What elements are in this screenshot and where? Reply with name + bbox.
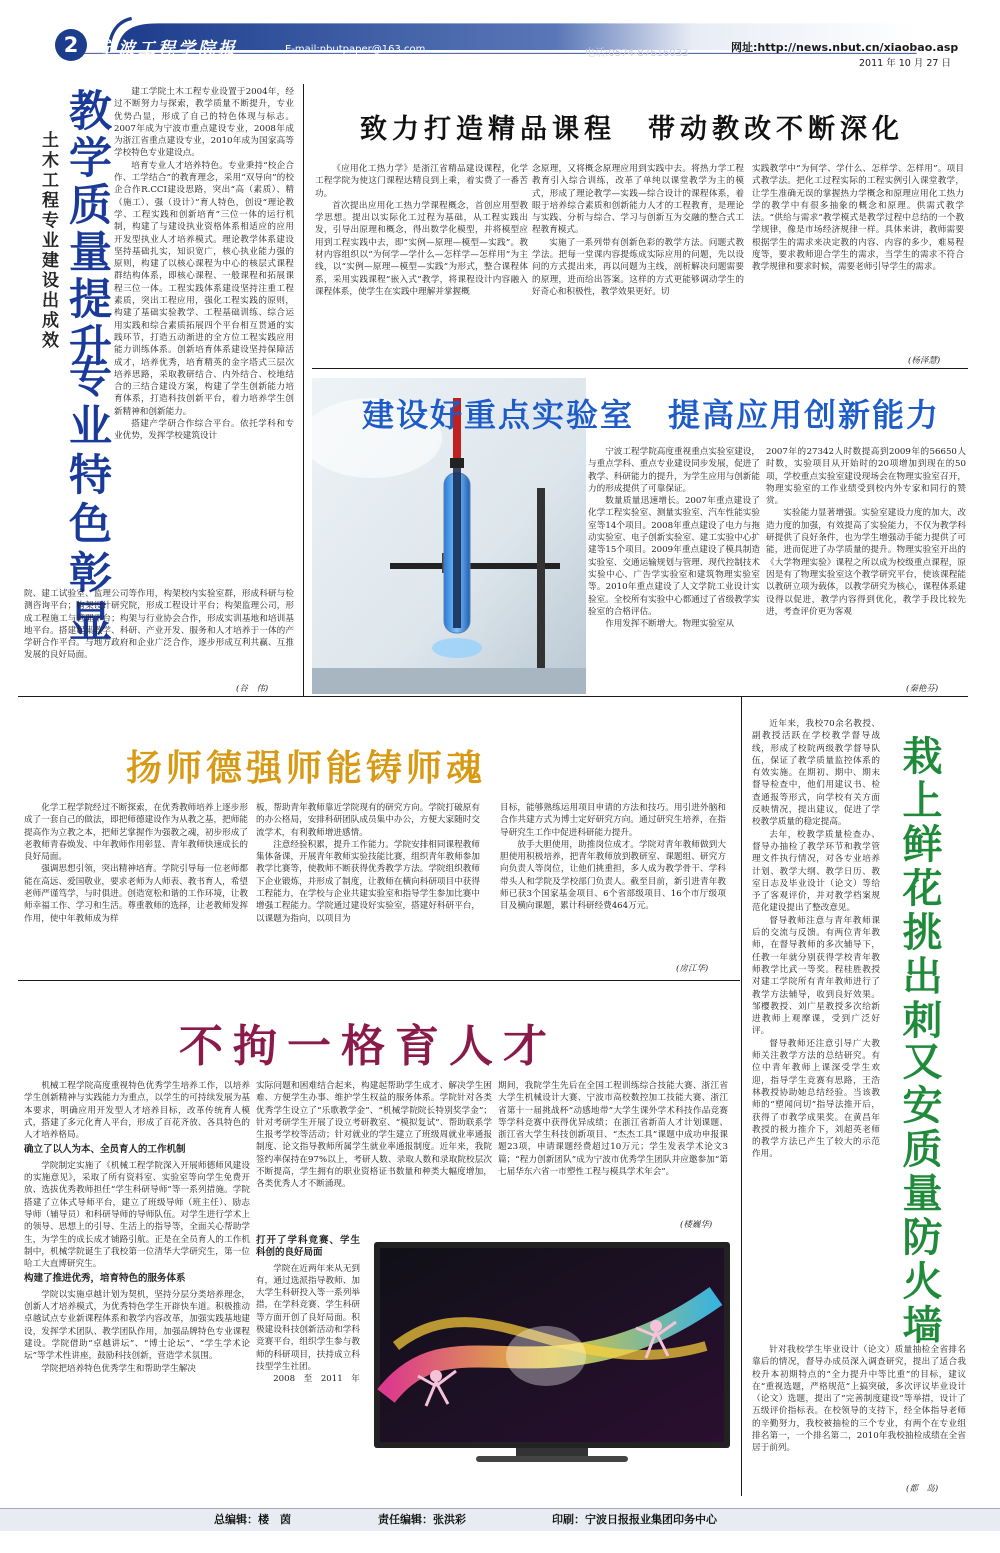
section4-paragraph: 放手大胆使用，助推岗位成才。学院对青年教师做到大胆使用积极培养，把青年教师放到教研室、课题组、研究方向负责人等岗位，让他们挑重担，多人成为教学骨干、学科带头人和学院及学校部门负责人。截至目前，新引进青年教师已获3个国家基金项目、6个省部级项目、16个市厅级项目及横向课题，累计科研经费464万元。 xyxy=(500,839,726,912)
page-number: 2 xyxy=(55,29,87,61)
section1-paragraph: 建工学院土木工程专业设置于2004年，经过不断努力与探索，教学质量不断提升，专业优势凸显，形成了自己的特色体现与标志。2007年成为宁波市重点建设专业，2008年成为浙江省重点建设专业，2010年成为国家高等学校特色专业建设点。 xyxy=(114,87,294,159)
section5-subheading: 打开了学科竞赛、学生科创的良好局面 xyxy=(256,1235,360,1259)
section2-byline: (杨泽慧) xyxy=(908,356,941,366)
section5-column-1 xyxy=(24,1080,250,1500)
section1-byline: (谷 伟) xyxy=(236,684,269,694)
section5-subheading: 构建了推进优秀，培育特色的服务体系 xyxy=(24,1273,186,1285)
section3-column-1 xyxy=(588,446,760,696)
divider xyxy=(741,696,742,1496)
section1-paragraph: 搭建产学研合作综合平台。依托学科和专业优势，发挥学校建筑设计 xyxy=(114,419,294,442)
section5-paragraph: 实际问题和困难结合起来，构建起帮助学生成才、解决学生困难、方便学生办事、维护学生权益的服务体系。学院针对各类优秀学生设立了“乐歌教学金”、“机械学院院长特别奖学金”；针对考研学生开展了设立考研教室、“模拟复试”、帮助联系学生报考学校等活动；针对就业的学生建立了班级周就业率通报制度、论文指导教师所属学生就业率通报制度。近年来，我院签约率保持在97%以上，考研人数、录取人数和录取院校层次不断提高，学生拥有的职业资格证书数量和种类大幅度增加，各类优秀人才不断涌现。 xyxy=(256,1081,492,1190)
footer-printer: 印刷：宁波日报报业集团印务中心 xyxy=(552,1513,717,1526)
section5-paragraph: 2008 至 2011 年 xyxy=(273,1374,360,1385)
section5-column-3 xyxy=(498,1080,728,1220)
section4-column-3 xyxy=(500,802,726,962)
section5-subheading: 确立了以人为本、全员育人的工作机制 xyxy=(24,1144,186,1156)
section5-paragraph: 学院以实施卓越计划为契机，坚持分层分类培养理念，创新人才培养模式，为优秀特色学生开辟快车道。积极推动卓越试点专业新课程体系和教学内容改革，加强实践基地建设，发挥学术团队、教学团队作用，加强品牌特色专业课程建设。学院借助“卓越讲坛”、“博士论坛”、“学生学术论坛”等学术性讲座，鼓励科技创新，营造学术氛围。 xyxy=(24,1289,250,1362)
section6-paragraph: 近年来，我校70余名教授、副教授活跃在学校教学督导战线，形成了校院两级教学督导队伍，保证了教学质量监控体系的有效实施。在期初、期中、期末督导检查中，他们用建议书、检查通报等形式，向学校有关方面反映情况，提出建议，促进了学校教学质量的稳定提高。 xyxy=(752,719,880,828)
phone: 电话:0574-87616033 xyxy=(585,48,689,59)
section3-headline: 建设好重点实验室 提高应用创新能力 xyxy=(362,396,941,434)
divider xyxy=(18,980,740,981)
section5-column-2 xyxy=(256,1080,492,1230)
section4-column-1 xyxy=(24,802,248,977)
section3-paragraph: 数量质量迅速增长。2007年重点建设了化学工程实验室、测量实验室、汽车性能实验室等14个项目。2008年重点建设了电力与拖动实验室、电子创新实验室、建工实验中心扩建等15个项目。2009年重点建设了模具制造实验室、交通运输规划与管理、现代控制技术实验中心、广告学实验室和建筑物理实验室等。2010年重点建设了人文学院工业设计实验室。全校所有实验中心都通过了省级教学实验室的合格评估。 xyxy=(588,496,760,617)
divider xyxy=(303,84,304,696)
divider xyxy=(312,368,968,369)
divider xyxy=(18,696,968,697)
issue-date: 2011 年 10 月 27 日 xyxy=(859,58,951,69)
section5-paragraph: 机械工程学院高度重视特色优秀学生培养工作，以培养学生创新精神与实践能力为重点，以学生的可持续发展为基本要求，明确应用开发型人才培养目标，改革传统育人模式，搭建了多元化育人平台，形成了百花齐放、各具特色的人才培养格局。 xyxy=(24,1081,250,1141)
section6-narrow-column xyxy=(752,718,880,1344)
section5-byline: (楼巍华) xyxy=(680,1220,713,1230)
section1-paragraph: 培育专业人才培养特色。专业秉持“校企合作、工学结合”的教育理念，采用“双导向”的校企合作R.CCI建设思路，突出“高（素质）、精（施工）、强（设计）”育人特色，创设“理论教学、工程实践和创新培育”三位一体的运行机制，构建了与建设执业资格体系相适应的应用开发型执业人才培养模式。理论教学体系建设坚持基础扎实，知识宽广，核心执业能力强的原则，构建了以核心课程为中心的核层式课程群结构体系，即核心课程、一般课程和拓展课程三位一体。工程实践体系建设坚持注重工程素质，突出工程应用，强化工程实践的原则，构建了基础实验教学、工程基础训练、综合运用实践和综合素质拓展四个平台相互贯通的实践环节，打造五动渐进的全方位工程实践应用能力训练体系。创新培育体系建设坚持保障活成才，培养优秀，培育精英的金字塔式三层次培养思路，采取教研结合、内外结合、校地结合的三结合建设方案，构建了学生创新能力培育体系，打造科技创新平台，着力培养学生创新精神和创新能力。 xyxy=(114,160,294,417)
section6-headline-part2: 又安质量防火墙 xyxy=(896,1040,942,1348)
section2-column-3 xyxy=(752,163,964,348)
section6-paragraph: 针对我校学生毕业设计（论文）质量抽检全省排名靠后的情况，督导办成员深入调查研究，提出了适合我校升本初期特点的“全力提升中等比重”的目标，建议在“重视选题，严格规范”上搞突破，多次评议毕业设计（论文）选题，提出了“完善制度建设”等举措，设计了五级评价指标表。在校领导的支持下，经全体指导老师的辛勤努力，我校被抽检的三个专业，有两个在专业组排名第一，一个排名第二，2010年我校抽检成绩在全省居于前列。 xyxy=(752,1345,966,1454)
section4-paragraph: 板，帮助青年教师靠近学院现有的研究方向。学院打破原有的办公格局，安排科研团队成员集中办公，方便大家随时交流学术，有利教师增进感情。 xyxy=(256,803,480,838)
section3-paragraph: 作用发挥不断增大。物理实验室从 xyxy=(605,619,735,630)
section3-paragraph: 宁波工程学院高度重视重点实验室建设，与重点学科、重点专业建设同步发展，促进了教学、科研能力的提升，为学生应用与创新能力的形成提供了可靠保证。 xyxy=(588,447,760,494)
section1-paragraph: 院、建工试验室、监理公司等作用，构架校内实验室群，形成科研与检测咨询平台；构架设计研究院，形成工程设计平台；构架监理公司，形成工程施工与管理平台；构架与行业协会合作，形成实训基地和培训基地平台。搭建起集教学、科研、产业开发、服务和人才培养于一体的产学研合作平台。与地方政府和企业广泛合作，逐步形成互利共赢、互推发展的良好局面。 xyxy=(24,589,294,661)
paper-name: 宁波工程学院报 xyxy=(98,39,238,59)
section6-wide-column xyxy=(752,1344,966,1494)
section3-byline: (秦艳芬) xyxy=(906,684,939,694)
masthead xyxy=(0,0,1000,72)
footer-bar xyxy=(0,1508,1000,1531)
section1-wide-column xyxy=(24,588,294,680)
section1-subtitle: 土木工程专业建设出成效 xyxy=(38,131,58,351)
section4-byline: (房江华) xyxy=(676,964,709,974)
section5-paragraph: 学院在近两年来从无到有，通过选派指导教师、加大学生科研投入等一系列举措，在学科竞赛、学生科研等方面开创了良好局面。积极建设科技创新活动和学科竞赛平台，组织学生参与教师的科研项目，扶持成立科技型学生社团。 xyxy=(256,1263,360,1372)
section4-headline: 扬师德强师能铸师魂 xyxy=(126,747,487,789)
section2-paragraph: 念原理，又将概念原理应用到实践中去。将热力学工程教育引入综合训练，改革了单纯以课堂教学为主的模式，形成了理论教学—实践—综合设计的课程体系，着眼于培养综合素质和创新能力人才的工程教育，是理论与实践、分析与综合、学习与创新互为交融的整合式工程教育模式。 xyxy=(532,164,744,236)
section4-paragraph: 化学工程学院经过不断探索，在优秀教师培养上逐步形成了一套自己的做法，即把师德建设作为从教之基，把师能提高作为立教之本，把师艺掌握作为强教之魂，初步形成了老教师青春焕发、中年教师作用彰显、青年教师快速成长的良好局面。 xyxy=(24,803,248,863)
dance-photo xyxy=(366,1236,738,1480)
section6-paragraph: 督导教师注意与青年教师课后的交流与反馈。有两位青年教师，在督导教师的多次辅导下，任教一年就分别获得学校青年教师教学比武一等奖。程桂胜教授对建工学院所有青年教师进行了教学方法辅导，收到良好效果。邹樱教授、刘广星教授多次给新进教师上观摩课，受到广泛好评。 xyxy=(752,915,880,1037)
email: E-mail:nbutpaper@163.com xyxy=(285,44,426,55)
section6-paragraph: 督导教师还注意引导广大教师关注教学方法的总结研究。有位中青年教师上课深受学生欢迎，指导学生竞赛有思路，王浩林教授协助她总结经验。当该教师的“塑闻问切”指导法推开后，获得了市教学成果奖。在黄昌年教授的极力推介下，刘超英老师的教学方法已产生了较大的示范作用。 xyxy=(752,1038,880,1160)
section5-paragraph: 学院把培养特色优秀学生和帮助学生解决 xyxy=(41,1363,196,1374)
section6-headline-part1: 栽上鲜花挑出刺 xyxy=(896,735,942,1043)
section5-headline: 不拘一格育人才 xyxy=(179,1021,557,1072)
section2-paragraph: 实施了一系列带有创新色彩的教学方法。问题式教学法。把每一堂课内容提炼成实际应用的问题，先以设问的方式提出来，再以问题为主线，剖析解决问题需要的原理，进而给出答案。这样的方式更能够调动学生的好奇心和积极性，教学效果更好。切 xyxy=(532,237,744,297)
section4-paragraph: 注意经验积累，提升工作能力。学院安排相同课程教师集体备课，开展青年教师实验技能比赛，组织青年教师参加教学比赛等，使教师不断获得优秀教学方法。学院组织教师下企业锻炼，并形成了制度，让教师在横向科研项目中获得工程能力，在学校与企业共建实验室和指导学生参加比赛中增强工程能力。学院通过建设好实验室，搭建好科研平台，以课题为指向，以项目为 xyxy=(256,839,480,924)
section2-headline: 致力打造精品课程 带动教改不断深化 xyxy=(360,114,904,145)
section1-column xyxy=(114,86,294,586)
section5-paragraph: 期间，我院学生先后在全国工程训练综合技能大赛、浙江省大学生机械设计大赛、宁波市高校数控加工技能大赛、浙江省第十一届挑战杯“动感地带”大学生课外学术科技作品竞赛等学科竞赛中获得优异成绩；在浙江省新苗人才计划课题、浙江省大学生科技创新项目、“杰杰工具”课题中成功申报课题23项，申请课题经费超过10万元；学生发表学术论文3篇；“程力创新团队”成为宁波市优秀学生团队并应邀参加“第七届华东六省一市塑性工程与模具学术年会”。 xyxy=(498,1081,728,1178)
section2-paragraph: 首次提出应用化工热力学课程概念，首创应用型教学思想。提出以实际化工过程为基础，从工程实践出发，引导出原理和概念，得出数学化模型，并将模型应用到工程实践中去，即“实例—原理—模型—实践”。教材内容组织以“为何学—学什么—怎样学—怎样用”为主线，以“实例—原理—模型—实践”为形式，整合课程体系，采用实践课程“嵌入式”教学，将课程设计内容融入课程体系，使学生在实践中理解并掌握概 xyxy=(315,200,528,297)
section2-column-1 xyxy=(315,163,528,363)
section2-paragraph: 实践教学中“为何学、学什么、怎样学、怎样用”。项目式教学法。把化工过程实际的工程实例引入课堂教学，让学生准确无误的掌握热力学概念和原理应用化工热力学的教学中有很多抽象的概念和原理。供需式教学法。“供给与需求”教学模式是教学过程中总结的一个教学规律，像是市场经济规律一样。具体来讲，教师需要根据学生的需求来决定教的内容、内容的多少，难易程度等，要求教师迎合学生的需求，当学生的需求不符合教学规律和要求时候，需要老师引导学生的需求。 xyxy=(752,164,964,273)
section1-headline-part1: 教学质量提升 xyxy=(62,88,112,370)
section5-paragraph: 学院制定实施了《机械工程学院深入开展师德师风建设的实施意见》，采取了所有资料室、实验室等向学生免费开放、选拔优秀教师担任“学生科研导师”等一系列措施。学院搭建了立体式导师平台，建立了班级导师（班主任）、励志导师（辅导员）和科研导师的导师队伍。对学生进行学术上的领导、思想上的引导、生活上的指导等，全面关心帮助学生，为学生的成长成才铺路引航。正是在全员育人的工作机制中，机械学院诞生了我校第一位清华大学研究生，第一位哈工大直博研究生。 xyxy=(24,1160,250,1270)
section2-column-2 xyxy=(532,163,744,363)
website: 网址:http://news.nbut.cn/xiaobao.asp xyxy=(731,41,959,54)
footer-editor: 责任编辑：张洪彩 xyxy=(378,1513,466,1526)
footer-chief-editor: 总编辑：楼 茵 xyxy=(214,1513,291,1526)
section4-column-2 xyxy=(256,802,480,977)
section1-headline-part2: 专业特色彰显 xyxy=(62,354,112,648)
section4-paragraph: 强调思想引领，突出精神培育。学院引导每一位老师都能在高远、爱国敬业，要求老师为人师表、教书育人，希望老师严谨笃学，与时俱进。创造宽松和谐的工作环境，让教师幸福工作、学习和生活。尊重教师的选择，让老教师发挥作用，使中年教师成为样 xyxy=(24,864,248,924)
section6-paragraph: 去年，校教学质量检查办、督导办抽检了教学环节和教学管理文件执行情况，对各专业培养计划、教学大纲、教学日历、教室日志及毕业设计（论文）等给予了客观评价，并对教学档案规范化建设提出了整改意见。 xyxy=(752,829,880,914)
section5-column-2-narrow xyxy=(256,1232,360,1500)
section3-paragraph: 2007年的27342人时数提高到2009年的56650人时数，实验项目从开始时的20项增加到现在的50项，学校重点实验室建设现场会在物理实验室召开，物理实验室的工作业绩受到校内外专家和同行的赞赏。 xyxy=(766,447,966,507)
section2-paragraph: 《应用化工热力学》是浙江省精品建设课程，化学工程学院为使这门课程达精良到上乘，着实费了一番苦功。 xyxy=(315,164,528,199)
section3-column-2 xyxy=(766,446,966,682)
section6-byline: (都 岛) xyxy=(906,1484,939,1494)
section4-paragraph: 目标，能够熟练运用项目申请的方法和技巧。用引进外脑和合作共建方式为博士定好研究方向。通过研究生培养，在指导研究生工作中促进科研能力提升。 xyxy=(500,803,726,838)
section3-paragraph: 实验能力显著增强。实验室建设力度的加大，改造力度的加强，有效提高了实验能力，不仅为教学科研提供了良好条件，也为学生增强动手能力提供了可能，进而促进了办学质量的提升。物理实验室开出的《大学物理实验》课程之所以成为校级重点课程，原因是有了物理实验室这个教学研究平台，使该课程能以教研立项为载体，以教学研究为核心，课程体系建设得以促进，教学内容得到优化，教学手段比较先进，考查评价更为客观 xyxy=(766,508,966,617)
